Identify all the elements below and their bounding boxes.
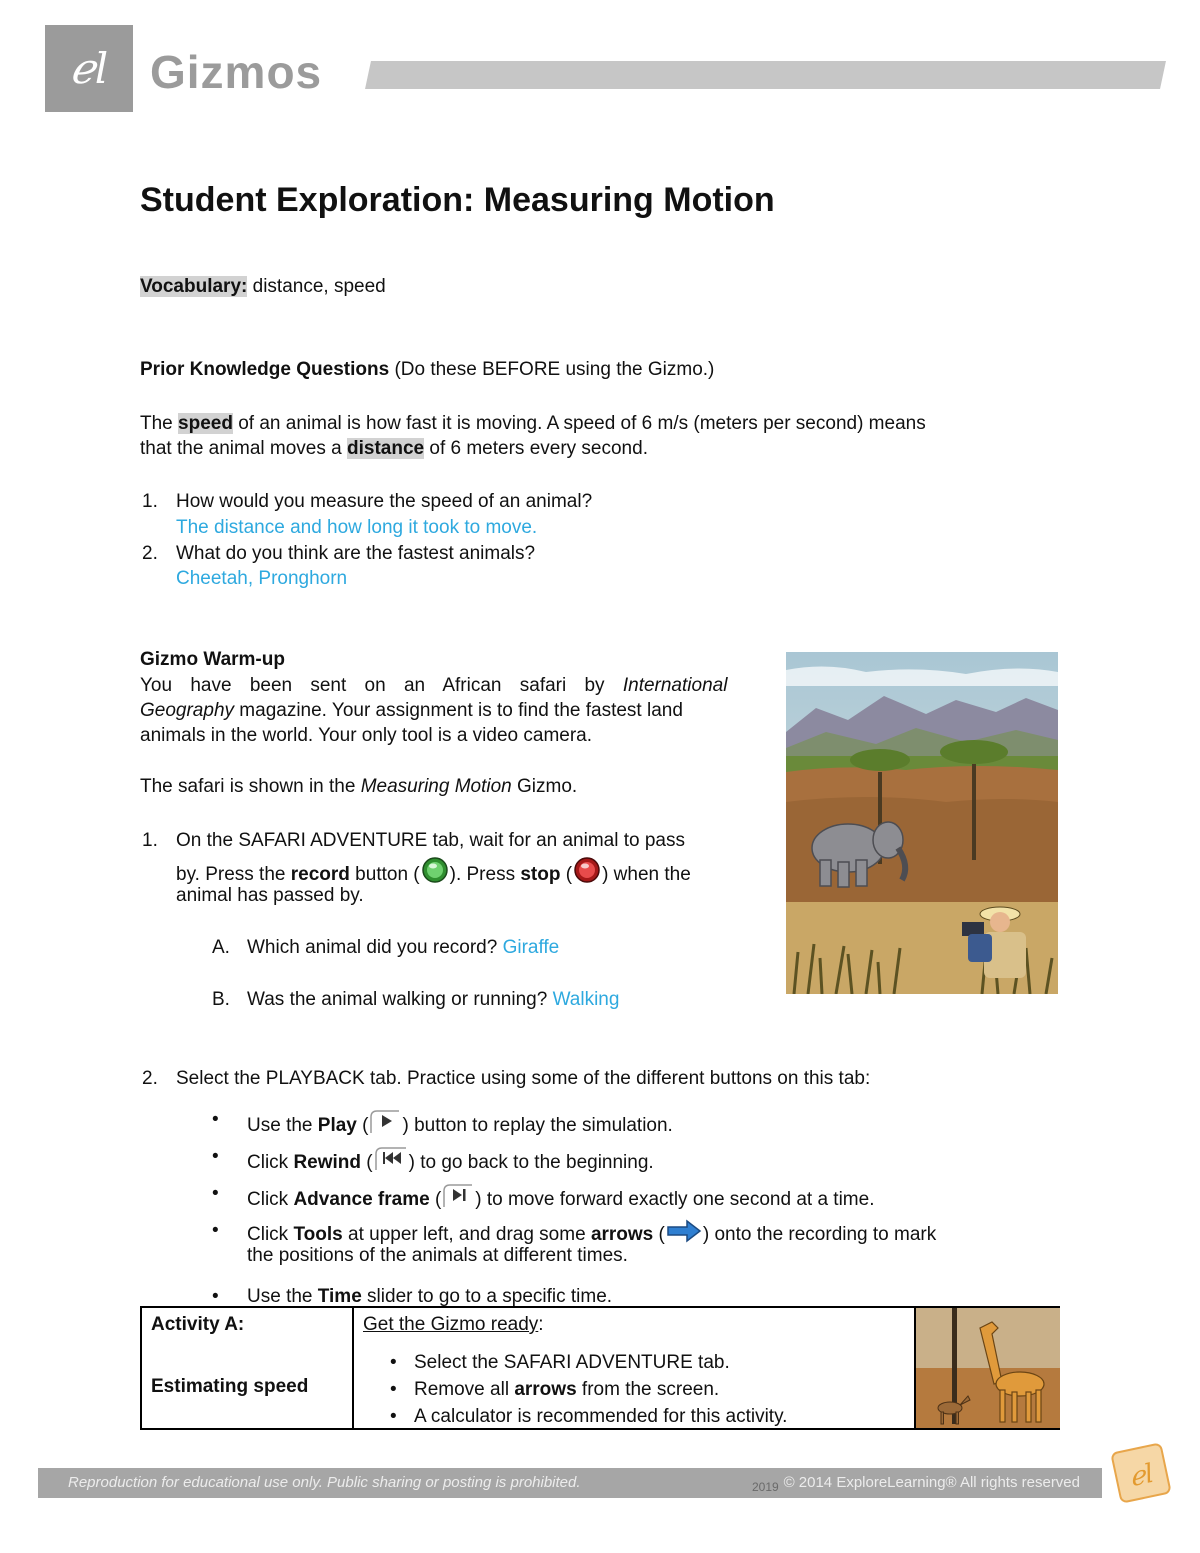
prior-knowledge-note: (Do these BEFORE using the Gizmo.) xyxy=(394,359,715,380)
text: Remove all xyxy=(414,1379,515,1400)
text: ( xyxy=(653,1224,665,1245)
prior-knowledge-heading-line xyxy=(140,357,714,382)
vocabulary-line xyxy=(140,274,386,299)
advance-frame-icon xyxy=(441,1181,475,1209)
speed-term: speed xyxy=(178,413,233,434)
rewind-term: Rewind xyxy=(293,1152,362,1173)
text: : xyxy=(538,1314,544,1335)
activity-item: A calculator is recommended for this activity. xyxy=(414,1406,788,1427)
text: ( xyxy=(361,1152,373,1173)
arrows-term: arrows xyxy=(590,1224,654,1245)
stop-button-icon xyxy=(572,856,602,884)
bullet: • xyxy=(212,1183,219,1204)
text: ) onto the recording to mark xyxy=(702,1224,937,1245)
arrows-term: arrows xyxy=(514,1379,577,1400)
text: Click xyxy=(247,1152,294,1173)
text: of 6 meters every second. xyxy=(424,438,648,459)
prior-knowledge-heading: Prior Knowledge Questions xyxy=(140,359,390,380)
advance-frame-term: Advance frame xyxy=(293,1189,430,1210)
answer-text: Walking xyxy=(552,989,620,1010)
gizmo-name: Measuring Motion xyxy=(360,776,512,797)
text: at upper left, and drag some xyxy=(342,1224,591,1245)
text: ) button to replay the simulation. xyxy=(402,1115,673,1136)
warmup-paragraph-line-1 xyxy=(140,673,768,698)
bullet-tools-continued: the positions of the animals at different times. xyxy=(247,1245,628,1266)
safari-scene-illustration xyxy=(786,652,1058,994)
text: that the animal moves a xyxy=(140,438,347,459)
speed-definition-line-1 xyxy=(140,411,926,436)
text: of an animal is how fast it is moving. A speed of 6 m/s (meters per second) means xyxy=(232,413,926,434)
text: by. Press the xyxy=(176,864,291,885)
step1-line-3: animal has passed by. xyxy=(176,885,364,906)
text: Use the xyxy=(247,1115,318,1136)
footer-year: 2019 xyxy=(752,1480,779,1494)
stop-term: stop xyxy=(520,864,561,885)
footer-copyright: © 2014 ExploreLearning® All rights reserved xyxy=(783,1474,1080,1491)
warmup-paragraph-line-3: animals in the world. Your only tool is a video camera. xyxy=(140,725,593,746)
text: slider to go to a specific time. xyxy=(361,1286,613,1307)
text: You have been sent on an African safari by xyxy=(140,675,623,696)
giraffe-illustration xyxy=(916,1308,1060,1428)
magazine-name: International xyxy=(622,675,728,696)
step1-line-1: On the SAFARI ADVENTURE tab, wait for an animal to pass xyxy=(176,830,685,851)
get-ready-heading xyxy=(363,1312,544,1337)
record-button-icon xyxy=(420,856,450,884)
vocabulary-terms: distance, speed xyxy=(252,276,386,297)
text: from the screen. xyxy=(576,1379,720,1400)
bullet: • xyxy=(212,1286,219,1307)
answer-text: Cheetah, Pronghorn xyxy=(176,568,348,589)
bullet: • xyxy=(212,1146,219,1167)
footer-disclaimer: Reproduction for educational use only. Public sharing or posting is prohibited. xyxy=(68,1474,581,1491)
magazine-name: Geography xyxy=(140,700,235,721)
warmup-paragraph-line-2 xyxy=(140,698,683,723)
header-bar xyxy=(365,61,1166,89)
text: ) to go back to the beginning. xyxy=(408,1152,654,1173)
text: ( xyxy=(560,864,573,885)
brand-name: Gizmos xyxy=(150,46,323,98)
bullet: • xyxy=(390,1352,397,1373)
question-text: What do you think are the fastest animals? xyxy=(176,543,536,564)
explorelearning-footer-logo xyxy=(1108,1440,1174,1506)
question-text: Was the animal walking or running? xyxy=(247,989,548,1010)
text: The xyxy=(140,413,179,434)
play-term: Play xyxy=(317,1115,357,1136)
speed-definition-line-2 xyxy=(140,436,648,461)
activity-name: Estimating speed xyxy=(151,1376,309,1397)
step-number: 1. xyxy=(142,830,158,851)
activity-table xyxy=(140,1306,1060,1430)
logo-mark: ℯl xyxy=(69,44,109,93)
activity-label: Activity A: xyxy=(151,1314,245,1335)
text: Click xyxy=(247,1224,294,1245)
bullet-rewind xyxy=(247,1144,654,1175)
footer-logo-mark: ℯl xyxy=(1126,1458,1157,1494)
play-button-icon xyxy=(368,1107,402,1135)
tools-term: Tools xyxy=(293,1224,343,1245)
text: Click xyxy=(247,1189,294,1210)
subquestion-letter: A. xyxy=(212,937,230,958)
bullet-play xyxy=(247,1107,673,1138)
text: ) when the xyxy=(602,864,691,885)
answer-text: Giraffe xyxy=(502,937,560,958)
subquestion-b xyxy=(247,987,619,1012)
activity-item xyxy=(414,1377,719,1402)
text: ( xyxy=(356,1115,369,1136)
warmup-paragraph-2 xyxy=(140,774,577,799)
explorelearning-logo xyxy=(45,25,133,112)
question-text: How would you measure the speed of an animal? xyxy=(176,491,593,512)
bullet: • xyxy=(390,1406,397,1427)
text: Use the xyxy=(247,1286,318,1307)
distance-term: distance xyxy=(347,438,425,459)
subquestion-letter: B. xyxy=(212,989,230,1010)
bullet: • xyxy=(212,1109,219,1130)
bullet: • xyxy=(212,1220,219,1241)
activity-instructions-cell xyxy=(354,1308,914,1428)
bullet: • xyxy=(390,1379,397,1400)
vocabulary-label: Vocabulary: xyxy=(140,276,248,297)
rewind-button-icon xyxy=(373,1144,409,1172)
bullet-advance-frame xyxy=(247,1181,874,1212)
giraffe-gazelle-illustration xyxy=(914,1308,1060,1428)
warmup-heading: Gizmo Warm-up xyxy=(140,649,285,670)
step-number: 2. xyxy=(142,1068,158,1089)
question-number: 2. xyxy=(142,543,158,564)
activity-label-cell xyxy=(142,1308,354,1428)
time-term: Time xyxy=(317,1286,362,1307)
text: ( xyxy=(429,1189,442,1210)
arrow-tool-icon xyxy=(665,1218,703,1244)
record-term: record xyxy=(290,864,350,885)
question-number: 1. xyxy=(142,491,158,512)
question-text: Which animal did you record? xyxy=(247,937,498,958)
activity-item: Select the SAFARI ADVENTURE tab. xyxy=(414,1352,730,1373)
footer-bar xyxy=(38,1468,1102,1498)
text: button ( xyxy=(349,864,420,885)
text: ). Press xyxy=(449,864,521,885)
text: The safari is shown in the xyxy=(140,776,361,797)
text: Gizmo. xyxy=(511,776,578,797)
text: magazine. Your assignment is to find the fastest land xyxy=(234,700,683,721)
answer-text: The distance and how long it took to move. xyxy=(176,517,538,538)
text: Get the Gizmo ready xyxy=(363,1314,539,1335)
text: ) to move forward exactly one second at a time. xyxy=(475,1189,875,1210)
page-title: Student Exploration: Measuring Motion xyxy=(140,181,775,219)
step2-text: Select the PLAYBACK tab. Practice using some of the different buttons on this tab: xyxy=(176,1068,871,1089)
subquestion-a xyxy=(247,935,559,960)
